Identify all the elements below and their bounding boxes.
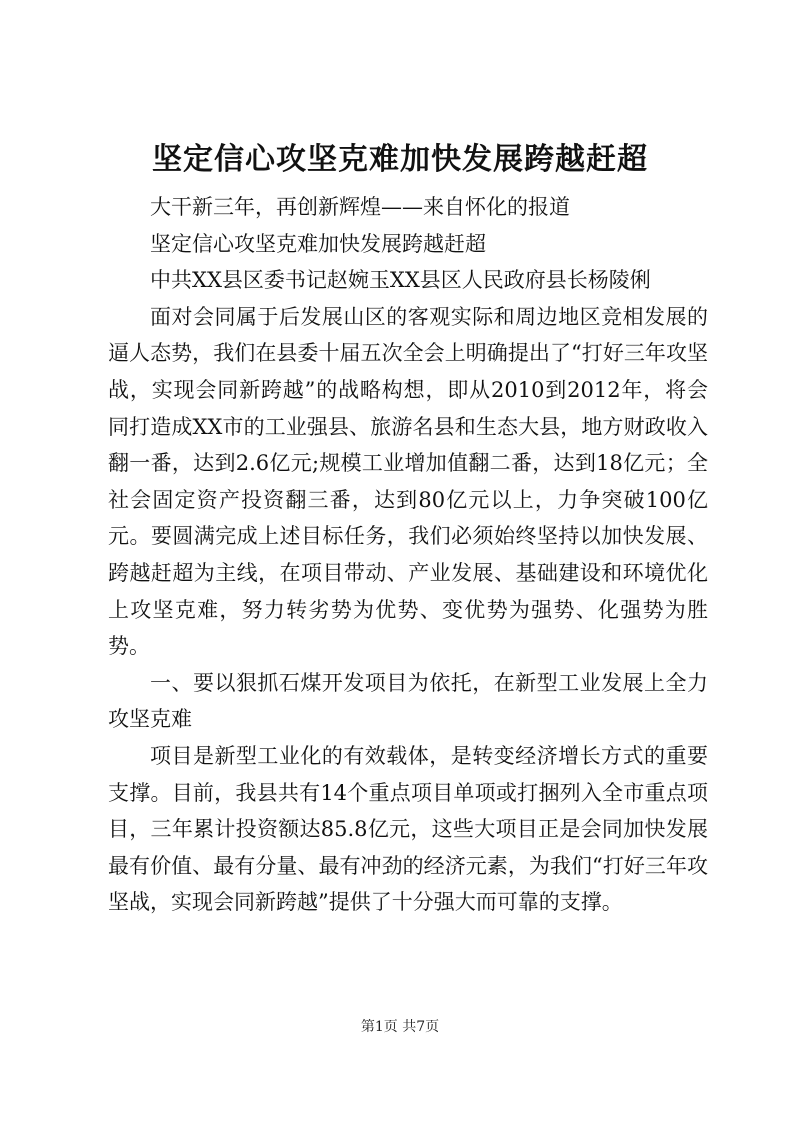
page-number-footer: 第1页 共7页: [360, 1019, 440, 1035]
body-paragraph: 面对会同属于后发展山区的客观实际和周边地区竞相发展的逼人态势，我们在县委十届五次全会上明确提出了“打好三年攻坚战，实现会同新跨越”的战略构想，即从2010到2012年，将会同打造成XX市的工业强县、旅游名县和生态大县，地方财政收入翻一番，达到2.6亿元;规模工业增加值翻二番，达到18亿元；全社会固定资产投资翻三番，达到80亿元以上，力争突破100亿元。要圆满完成上述目标任务，我们必须始终坚持以加快发展、跨越赶超为主线，在项目带动、产业发展、基础建设和环境优化上攻坚克难，努力转劣势为优势、变优势为强势、化强势为胜势。: [108, 304, 708, 659]
subtitle-line: 大干新三年，再创新辉煌——来自怀化的报道: [150, 195, 570, 219]
repeated-title-line: 坚定信心攻坚克难加快发展跨越赶超: [150, 231, 486, 256]
document-body: [108, 189, 708, 921]
body-paragraph: 项目是新型工业化的有效载体，是转变经济增长方式的重要支撑。目前，我县共有14个重点项目单项或打捆列入全市重点项目，三年累计投资额达85.8亿元，这些大项目正是会同加快发展最有价值、最有分量、最有冲劲的经济元素，为我们“打好三年攻坚战，实现会同新跨越”提供了十分强大而可靠的支撑。: [108, 743, 708, 915]
section-heading: 一、要以狠抓石煤开发项目为依托，在新型工业发展上全力攻坚克难: [108, 670, 708, 732]
document-title: 坚定信心攻坚克难加快发展跨越赶超: [152, 142, 648, 177]
author-line: 中共XX县区委书记赵婉玉XX县区人民政府县长杨陵俐: [150, 268, 651, 293]
